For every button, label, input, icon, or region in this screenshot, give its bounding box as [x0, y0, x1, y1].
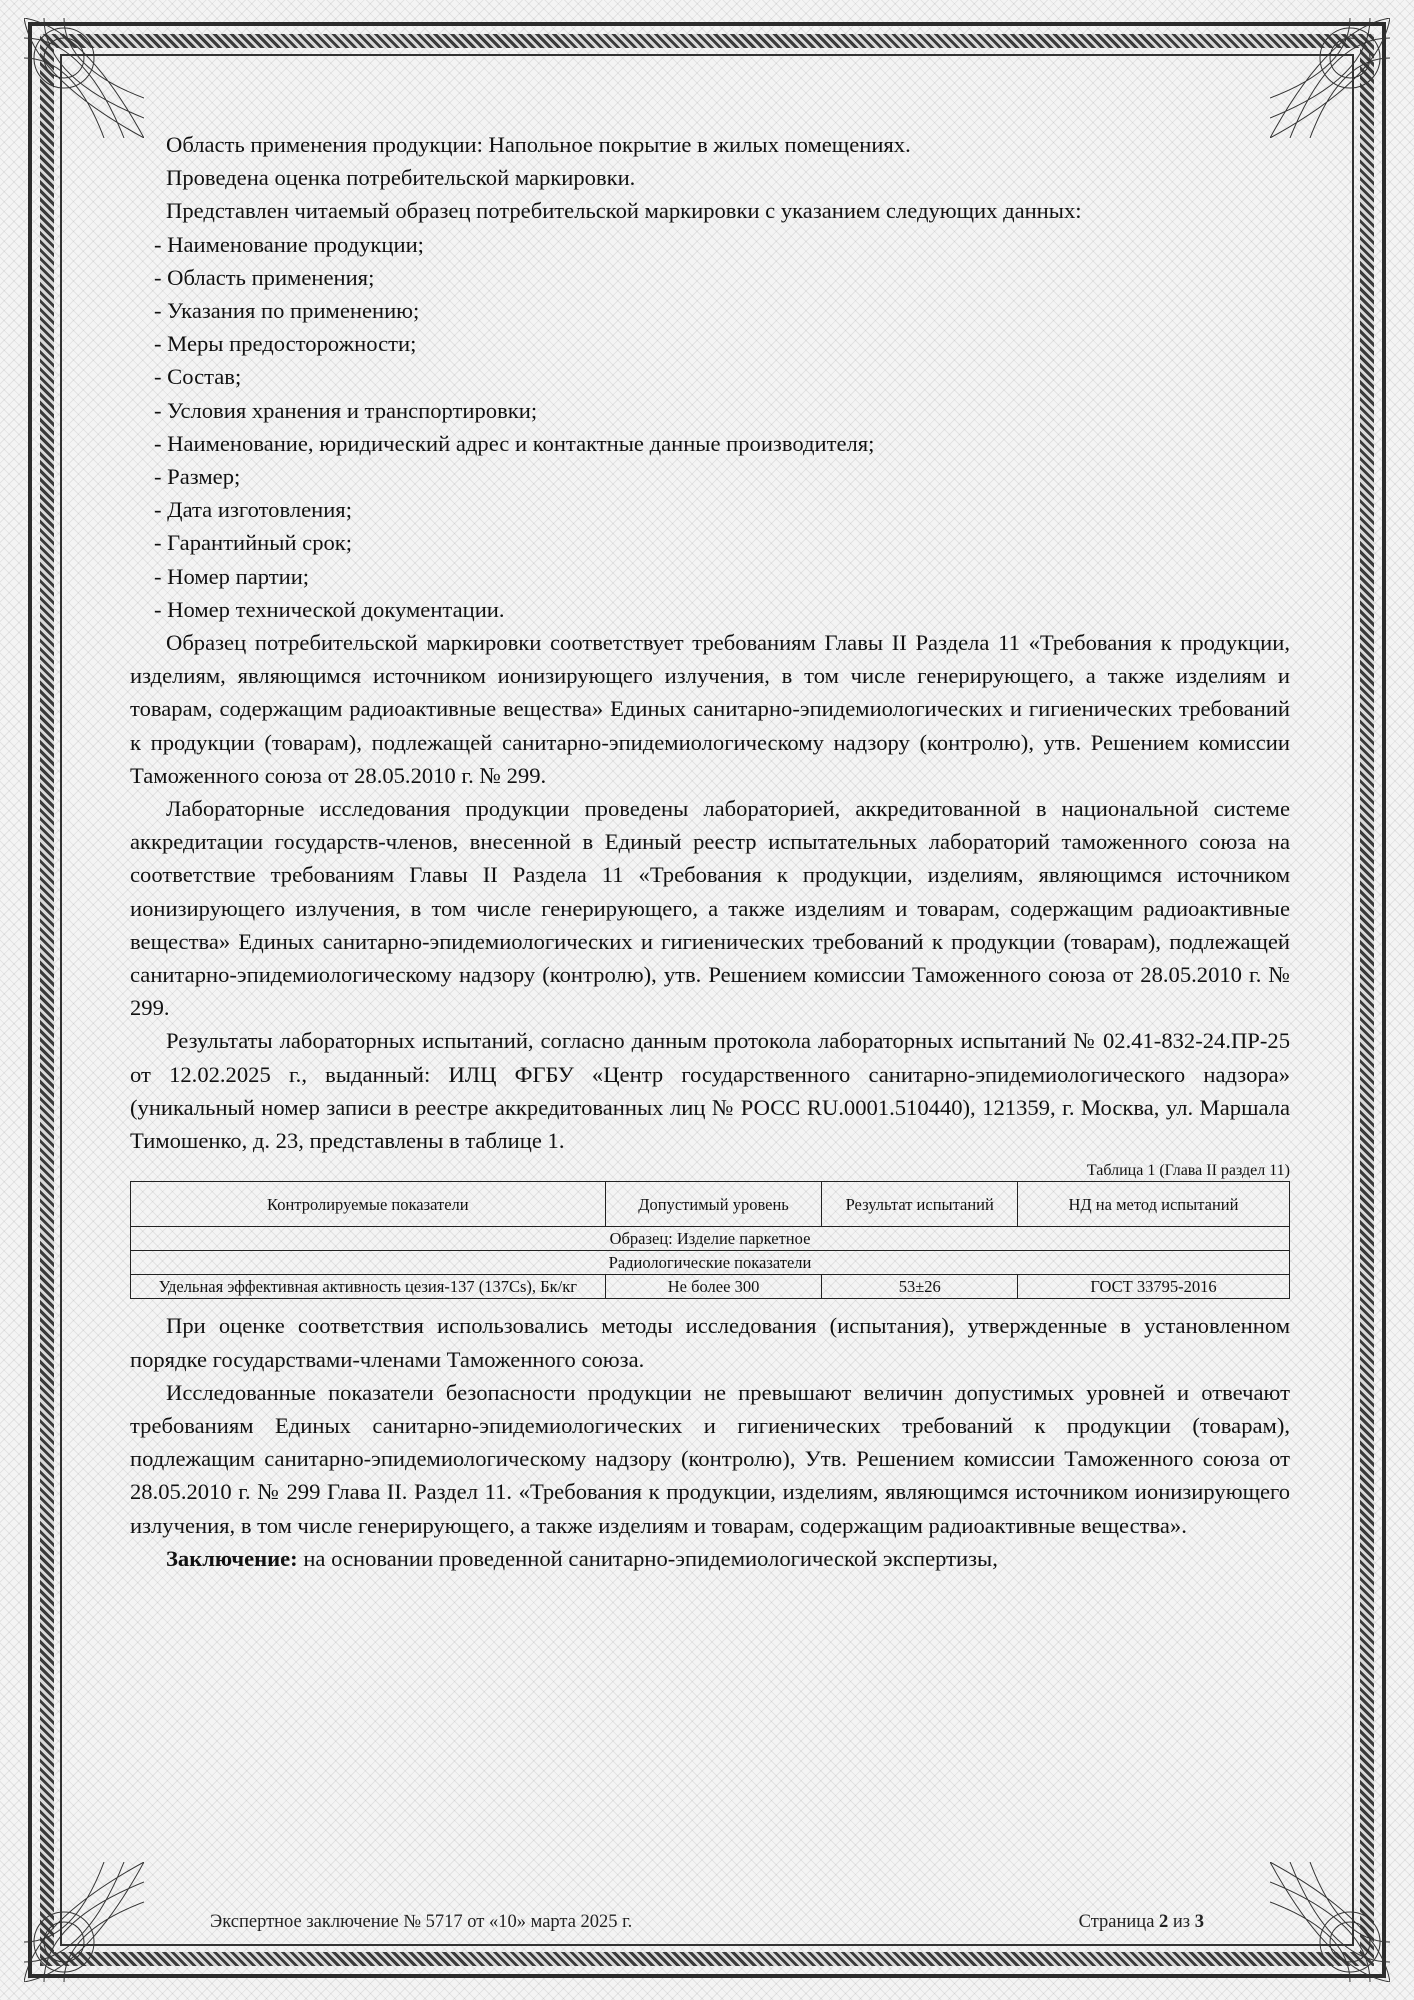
corner-rosette-icon [24, 1862, 144, 1982]
sample-row-cell: Образец: Изделие паркетное [131, 1227, 1290, 1251]
marking-sample-paragraph: Представлен читаемый образец потребительской маркировки с указанием следующих данных: [166, 198, 1082, 224]
table-cell: ГОСТ 33795-2016 [1017, 1275, 1289, 1299]
test-results-paragraph: Результаты лабораторных испытаний, согласно данным протокола лабораторных испытаний № 02.41-832-24.ПР-25 от 12.02.2025 г., выданный: ИЛЦ ФГБУ «Центр государственного санитарно-эпидемиологического надзора» (уникальный номер записи в реестре аккредитованных лиц № РОСС RU.0001.510440), 121359, г. Москва, ул. Маршала Тимошенко, д. 23, представлены в таблице 1. [130, 1028, 1290, 1154]
header-test-method: НД на метод испытаний [1017, 1182, 1289, 1227]
footer-document-ref: Экспертное заключение № 5717 от «10» марта 2025 г. [210, 1912, 633, 1932]
table-cell: 53±26 [822, 1275, 1017, 1299]
scope-paragraph: Область применения продукции: Напольное покрытие в жилых помещениях. [166, 132, 911, 157]
header-indicator: Контролируемые показатели [131, 1182, 606, 1227]
table-row [131, 1275, 1290, 1299]
laboratory-paragraph: Лабораторные исследования продукции проведены лабораторией, аккредитованной в национальной системе аккредитации государств-членов, внесенной в Единый реестр испытательных лабораторий таможенного союза на соответствие требованиям Главы II Раздела 11 «Требования к продукции, изделиям, являющимся источником ионизирующего излучения, в том числе генерирующего, а также изделиям и товарам, содержащим радиоактивные вещества» Единых санитарно-эпидемиологических и гигиенических требований к продукции (товарам), подлежащей санитарно-эпидемиологическому надзору (контролю), утв. Решением комиссии Таможенного союза от 28.05.2010 г. № 299. [130, 796, 1290, 1021]
list-item: - Номер партии; [154, 563, 310, 589]
conclusion-label: Заключение: [166, 1545, 298, 1571]
page-separator: из [1172, 1912, 1191, 1932]
conclusion-paragraph [130, 1542, 1290, 1575]
results-table [130, 1181, 1290, 1299]
list-item: - Наименование, юридический адрес и контактные данные производителя; [154, 430, 875, 456]
list-item: - Состав; [154, 364, 242, 390]
header-permissible-level: Допустимый уровень [605, 1182, 822, 1227]
table-caption: Таблица 1 (Глава II раздел 11) [1086, 1162, 1290, 1180]
page-prefix: Страница [1078, 1912, 1155, 1932]
table-cell: Удельная эффективная активность цезия-137 (137Cs), Бк/кг [131, 1275, 606, 1299]
list-item: - Указания по применению; [154, 298, 420, 324]
list-item: - Условия хранения и транспортировки; [154, 397, 538, 423]
document-body [130, 128, 1290, 1575]
list-item: - Гарантийный срок; [154, 530, 353, 556]
list-item: - Дата изготовления; [154, 497, 352, 523]
corner-rosette-icon [1270, 18, 1390, 138]
corner-rosette-icon [24, 18, 144, 138]
marking-compliance-paragraph: Образец потребительской маркировки соответствует требованиям Главы II Раздела 11 «Требования к продукции, изделиям, являющимся источником ионизирующего излучения, в том числе генерирующего, а также изделиям и товарам, содержащим радиоактивные вещества» Единых санитарно-эпидемиологических и гигиенических требований к продукции (товарам), подлежащей санитарно-эпидемиологическому надзору (контролю), утв. Решением комиссии Таможенного союза от 28.05.2010 г. № 299. [130, 630, 1290, 788]
table-header-row [131, 1182, 1290, 1227]
list-item: - Размер; [154, 464, 241, 490]
conclusion-text: на основании проведенной санитарно-эпидемиологической экспертизы, [303, 1545, 998, 1571]
group-row-cell: Радиологические показатели [131, 1251, 1290, 1275]
footer-page-number [1079, 1912, 1204, 1933]
marking-items-list [130, 228, 1290, 626]
header-test-result: Результат испытаний [822, 1182, 1017, 1227]
table-row [131, 1227, 1290, 1251]
page-total: 3 [1194, 1912, 1204, 1932]
table-cell: Не более 300 [605, 1275, 822, 1299]
safety-paragraph: Исследованные показатели безопасности продукции не превышают величин допустимых уровней и отвечают требованиям Единых санитарно-эпидемиологических и гигиенических требований к продукции (товарам), подлежащим санитарно-эпидемиологическому надзору (контролю), Утв. Решением комиссии Таможенного союза от 28.05.2010 г. № 299 Глава II. Раздел 11. «Требования к продукции, изделиям, являющимся источником ионизирующего излучения, в том числе генерирующего, а также изделиям и товарам, содержащим радиоактивные вещества». [130, 1379, 1290, 1538]
list-item: - Меры предосторожности; [154, 331, 417, 357]
methods-paragraph: При оценке соответствия использовались методы исследования (испытания), утвержденные в установленном порядке государствами-членами Таможенного союза. [130, 1313, 1290, 1372]
list-item: - Область применения; [154, 264, 375, 290]
table-row [131, 1251, 1290, 1275]
list-item: - Номер технической документации. [154, 596, 505, 622]
list-item: - Наименование продукции; [154, 231, 424, 257]
corner-rosette-icon [1270, 1862, 1390, 1982]
page-current: 2 [1159, 1912, 1169, 1932]
marking-assessment-paragraph: Проведена оценка потребительской маркировки. [166, 165, 636, 191]
